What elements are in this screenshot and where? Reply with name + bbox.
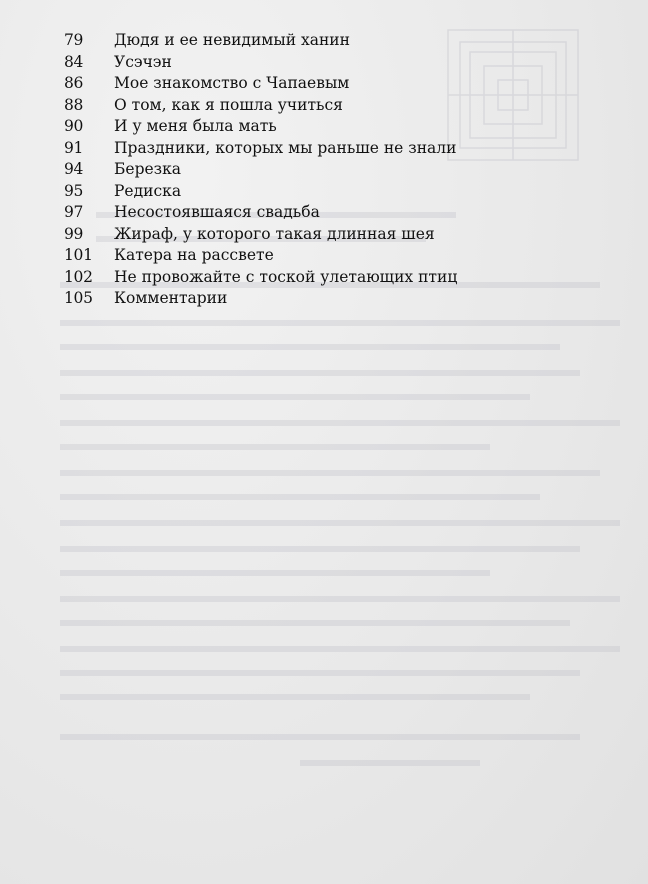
toc-title: И у меня была мать [114,117,277,135]
toc-entry [64,159,584,181]
toc-entry [64,224,584,246]
toc-entry [64,138,584,160]
toc-page-number: 86 [64,74,84,92]
toc-title: Комментарии [114,289,228,307]
toc-title: Дюдя и ее невидимый ханин [114,31,350,49]
toc-title: Березка [114,160,182,178]
toc-page-number: 105 [64,289,93,307]
toc-entry [64,245,584,267]
toc-page-number: 88 [64,95,84,114]
toc-title: Усэчэн [114,52,172,71]
toc-entry [64,181,584,203]
toc-page-number: 90 [64,117,84,135]
toc-entry [64,95,584,117]
toc-entry [64,202,584,224]
toc-title: Несостоявшаяся свадьба [114,203,320,221]
toc-page-number: 101 [64,246,93,264]
toc-page-number: 84 [64,52,84,71]
toc-entry [64,288,584,310]
toc-entry [64,30,584,52]
toc-title: Не провожайте с тоской улетающих птиц [114,267,458,286]
toc-entry [64,267,584,289]
toc-page-number: 102 [64,267,93,286]
toc-title: Катера на рассвете [114,246,274,264]
toc-entry [64,52,584,74]
toc-page-number: 79 [64,31,84,49]
table-of-contents [64,30,584,310]
toc-page-number: 91 [64,138,84,157]
toc-entry [64,73,584,95]
toc-page-number: 99 [64,224,84,243]
toc-title: Мое знакомство с Чапаевым [114,74,350,92]
toc-title: Праздники, которых мы раньше не знали [114,138,457,157]
toc-page-number: 95 [64,181,84,200]
toc-page-number: 97 [64,203,84,221]
toc-entry [64,116,584,138]
toc-page-number: 94 [64,160,84,178]
toc-title: Редиска [114,181,182,200]
toc-title: О том, как я пошла учиться [114,95,343,114]
toc-title: Жираф, у которого такая длинная шея [114,224,435,243]
